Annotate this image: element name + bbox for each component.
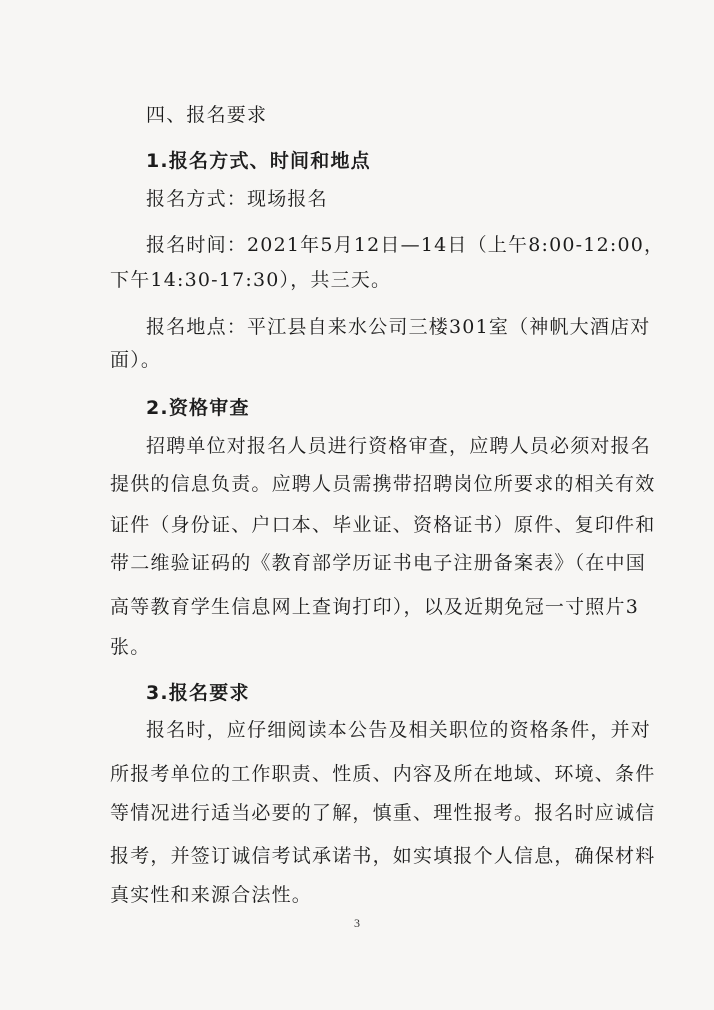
qualification-line: 证件（身份证、户口本、毕业证、资格证书）原件、复印件和	[110, 514, 656, 536]
registration-time-line-1: 报名时间：2021年5月12日—14日（上午8:00-12:00，	[146, 234, 665, 256]
qualification-line: 提供的信息负责。应聘人员需携带招聘岗位所要求的相关有效	[110, 473, 656, 495]
registration-place-line-2: 面）。	[110, 349, 162, 371]
requirements-line: 报名时，应仔细阅读本公告及相关职位的资格条件，并对	[146, 719, 652, 741]
requirements-line: 所报考单位的工作职责、性质、内容及所在地域、环境、条件	[110, 763, 656, 785]
qualification-line: 张。	[110, 636, 151, 658]
requirements-line: 真实性和来源合法性。	[110, 884, 313, 906]
subsection-heading-requirements: 3.报名要求	[146, 682, 250, 704]
requirements-line: 等情况进行适当必要的了解，慎重、理性报考。报名时应诚信	[110, 802, 656, 824]
section-heading: 四、报名要求	[146, 104, 268, 126]
qualification-line: 带二维验证码的《教育部学历证书电子注册备案表》（在中国	[110, 552, 646, 574]
registration-time-line-2: 下午14:30-17:30），共三天。	[110, 269, 392, 291]
registration-method: 报名方式：现场报名	[146, 188, 328, 210]
subsection-heading-qualification: 2.资格审查	[146, 397, 250, 419]
qualification-line: 招聘单位对报名人员进行资格审查，应聘人员必须对报名	[146, 435, 652, 457]
requirements-line: 报考，并签订诚信考试承诺书，如实填报个人信息，确保材料	[110, 845, 656, 867]
page-number: 3	[354, 916, 360, 930]
qualification-line: 高等教育学生信息网上查询打印），以及近期免冠一寸照片3	[110, 596, 639, 618]
subsection-heading-registration: 1.报名方式、时间和地点	[146, 150, 371, 172]
registration-place-line-1: 报名地点：平江县自来水公司三楼301室（神帆大酒店对	[146, 316, 651, 338]
